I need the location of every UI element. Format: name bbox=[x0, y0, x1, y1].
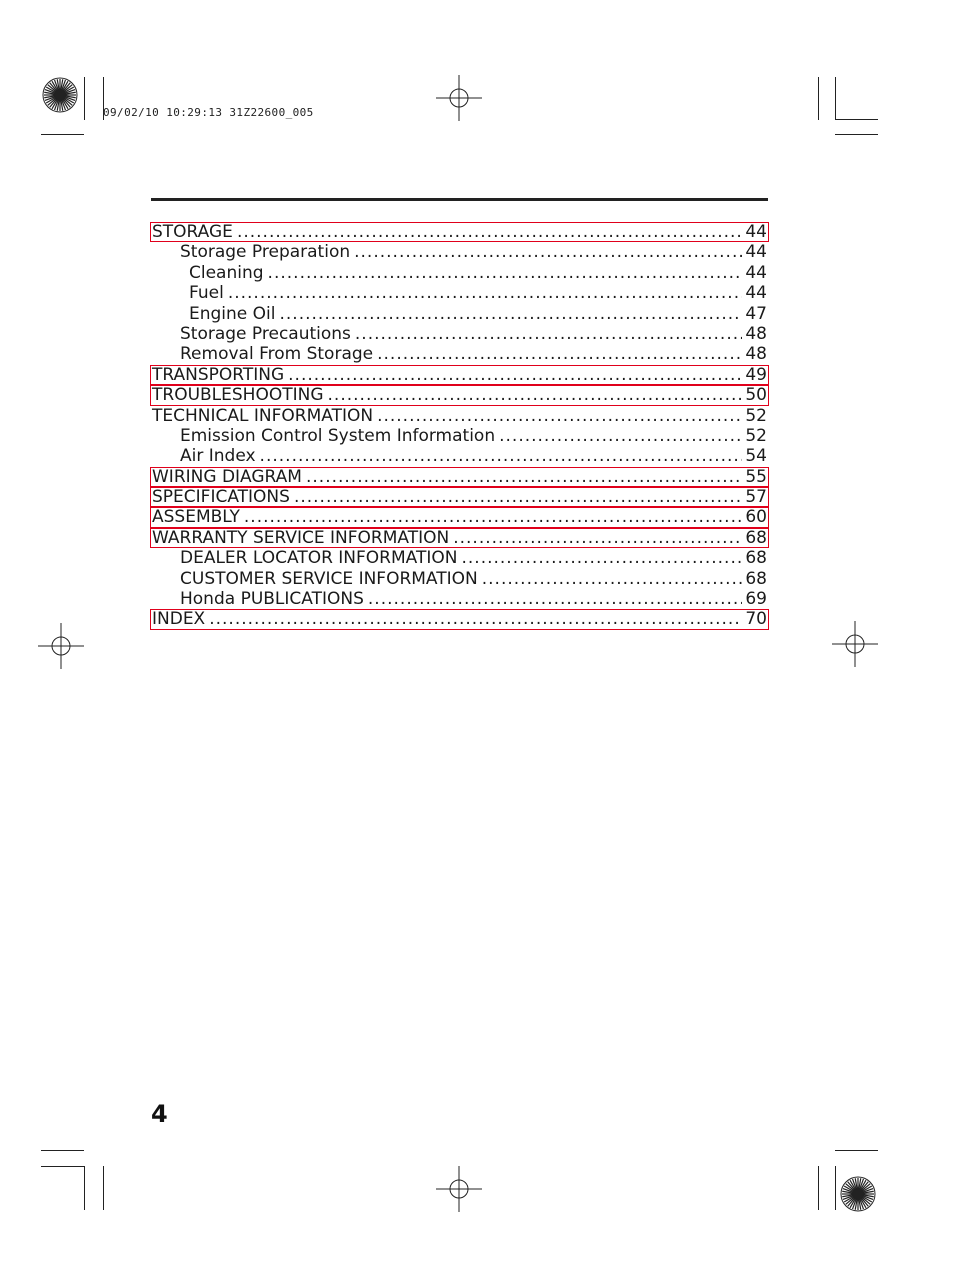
crop-mark bbox=[835, 1166, 836, 1210]
toc-dot-leader bbox=[482, 569, 743, 589]
crop-mark bbox=[835, 134, 878, 135]
toc-entry[interactable] bbox=[150, 569, 769, 589]
toc-entry-label: WARRANTY SERVICE INFORMATION bbox=[152, 527, 450, 548]
toc-entry-label: TECHNICAL INFORMATION bbox=[152, 405, 374, 426]
toc-dot-leader bbox=[228, 283, 743, 303]
toc-entry-label: STORAGE bbox=[152, 222, 233, 242]
toc-entry-page: 68 bbox=[745, 568, 767, 589]
toc-entry[interactable] bbox=[150, 609, 769, 629]
toc-dot-leader bbox=[368, 589, 742, 609]
crop-mark bbox=[835, 1150, 878, 1151]
toc-dot-leader bbox=[244, 507, 742, 527]
toc-entry[interactable] bbox=[150, 446, 769, 466]
crop-mark bbox=[41, 1166, 84, 1167]
toc-entry-label: INDEX bbox=[152, 609, 206, 630]
toc-dot-leader bbox=[288, 365, 742, 385]
toc-dot-leader bbox=[260, 446, 743, 466]
header-rule bbox=[151, 198, 768, 201]
toc-entry-label: TRANSPORTING bbox=[152, 364, 285, 385]
crop-mark bbox=[818, 77, 819, 120]
toc-entry-page: 55 bbox=[745, 466, 767, 487]
toc-entry-page: 54 bbox=[745, 446, 767, 467]
toc-entry[interactable] bbox=[150, 222, 769, 242]
toc-entry-page: 70 bbox=[745, 609, 767, 630]
toc-dot-leader bbox=[377, 406, 742, 426]
toc-entry-label: Engine Oil bbox=[189, 303, 276, 324]
toc-dot-leader bbox=[280, 304, 743, 324]
toc-entry-page: 48 bbox=[745, 323, 767, 344]
crop-mark bbox=[41, 134, 84, 135]
registration-sunburst-icon bbox=[40, 75, 80, 115]
page-number: 4 bbox=[151, 1100, 168, 1128]
registration-sunburst-icon bbox=[838, 1174, 878, 1214]
toc-entry-page: 57 bbox=[745, 487, 767, 508]
toc-entry[interactable] bbox=[150, 467, 769, 487]
toc-entry-label: Fuel bbox=[189, 283, 224, 304]
toc-entry[interactable] bbox=[150, 304, 769, 324]
toc-dot-leader bbox=[294, 487, 742, 507]
toc-entry-label: Storage Preparation bbox=[180, 242, 351, 263]
crop-mark bbox=[103, 1166, 104, 1210]
registration-crosshair-icon bbox=[832, 621, 878, 667]
toc-entry-label: TROUBLESHOOTING bbox=[152, 385, 324, 406]
toc-entry[interactable] bbox=[150, 344, 769, 364]
toc-entry-page: 52 bbox=[745, 405, 767, 426]
toc-dot-leader bbox=[209, 609, 742, 629]
toc-entry-page: 68 bbox=[745, 548, 767, 569]
toc-entry-label: Cleaning bbox=[189, 262, 264, 283]
toc-entry[interactable] bbox=[150, 548, 769, 568]
toc-entry-label: Storage Precautions bbox=[180, 323, 351, 344]
toc-entry[interactable] bbox=[150, 385, 769, 405]
toc-entry-label: DEALER LOCATOR INFORMATION bbox=[180, 548, 458, 569]
crop-mark bbox=[835, 119, 878, 120]
toc-entry-page: 69 bbox=[745, 589, 767, 610]
toc-entry[interactable] bbox=[150, 283, 769, 303]
toc-dot-leader bbox=[377, 344, 742, 364]
registration-crosshair-icon bbox=[38, 623, 84, 669]
toc-entry-label: CUSTOMER SERVICE INFORMATION bbox=[180, 568, 478, 589]
toc-entry-label: Emission Control System Information bbox=[180, 425, 496, 446]
toc-entry-page: 44 bbox=[745, 242, 767, 263]
registration-crosshair-icon bbox=[436, 75, 482, 121]
toc-entry-page: 68 bbox=[745, 527, 767, 548]
toc-dot-leader bbox=[355, 324, 742, 344]
toc-dot-leader bbox=[461, 548, 742, 568]
toc-entry[interactable] bbox=[150, 589, 769, 609]
toc-entry[interactable] bbox=[150, 406, 769, 426]
registration-crosshair-icon bbox=[436, 1166, 482, 1212]
toc-entry-page: 52 bbox=[745, 425, 767, 446]
toc-dot-leader bbox=[354, 242, 742, 262]
toc-entry[interactable] bbox=[150, 263, 769, 283]
toc-entry-label: ASSEMBLY bbox=[152, 507, 240, 528]
toc-dot-leader bbox=[453, 528, 742, 548]
toc-entry-page: 47 bbox=[745, 303, 767, 324]
crop-mark bbox=[41, 1150, 84, 1151]
toc-entry-page: 60 bbox=[745, 507, 767, 528]
toc-entry-page: 44 bbox=[745, 262, 767, 283]
toc-entry-label: SPECIFICATIONS bbox=[152, 487, 290, 508]
crop-mark bbox=[818, 1166, 819, 1210]
toc-dot-leader bbox=[237, 222, 742, 242]
toc-entry[interactable] bbox=[150, 426, 769, 446]
toc-entry-label: Honda PUBLICATIONS bbox=[180, 589, 364, 610]
table-of-contents bbox=[150, 222, 769, 630]
toc-entry[interactable] bbox=[150, 487, 769, 507]
toc-entry[interactable] bbox=[150, 507, 769, 527]
toc-dot-leader bbox=[306, 467, 742, 487]
crop-mark bbox=[835, 77, 836, 120]
toc-entry-label: WIRING DIAGRAM bbox=[152, 466, 302, 487]
toc-entry[interactable] bbox=[150, 324, 769, 344]
toc-entry-label: Air Index bbox=[180, 446, 256, 467]
toc-dot-leader bbox=[268, 263, 743, 283]
crop-mark bbox=[84, 1166, 85, 1210]
toc-dot-leader bbox=[499, 426, 742, 446]
toc-entry[interactable] bbox=[150, 365, 769, 385]
toc-entry-page: 50 bbox=[745, 385, 767, 406]
toc-entry[interactable] bbox=[150, 528, 769, 548]
toc-entry-page: 49 bbox=[745, 364, 767, 385]
toc-entry[interactable] bbox=[150, 242, 769, 262]
toc-entry-page: 44 bbox=[745, 283, 767, 304]
toc-entry-label: Removal From Storage bbox=[180, 344, 374, 365]
toc-entry-page: 48 bbox=[745, 344, 767, 365]
crop-mark bbox=[84, 77, 85, 120]
toc-dot-leader bbox=[328, 385, 743, 405]
print-timestamp: 09/02/10 10:29:13 31Z22600_005 bbox=[103, 106, 314, 119]
toc-entry-page: 44 bbox=[745, 222, 767, 242]
